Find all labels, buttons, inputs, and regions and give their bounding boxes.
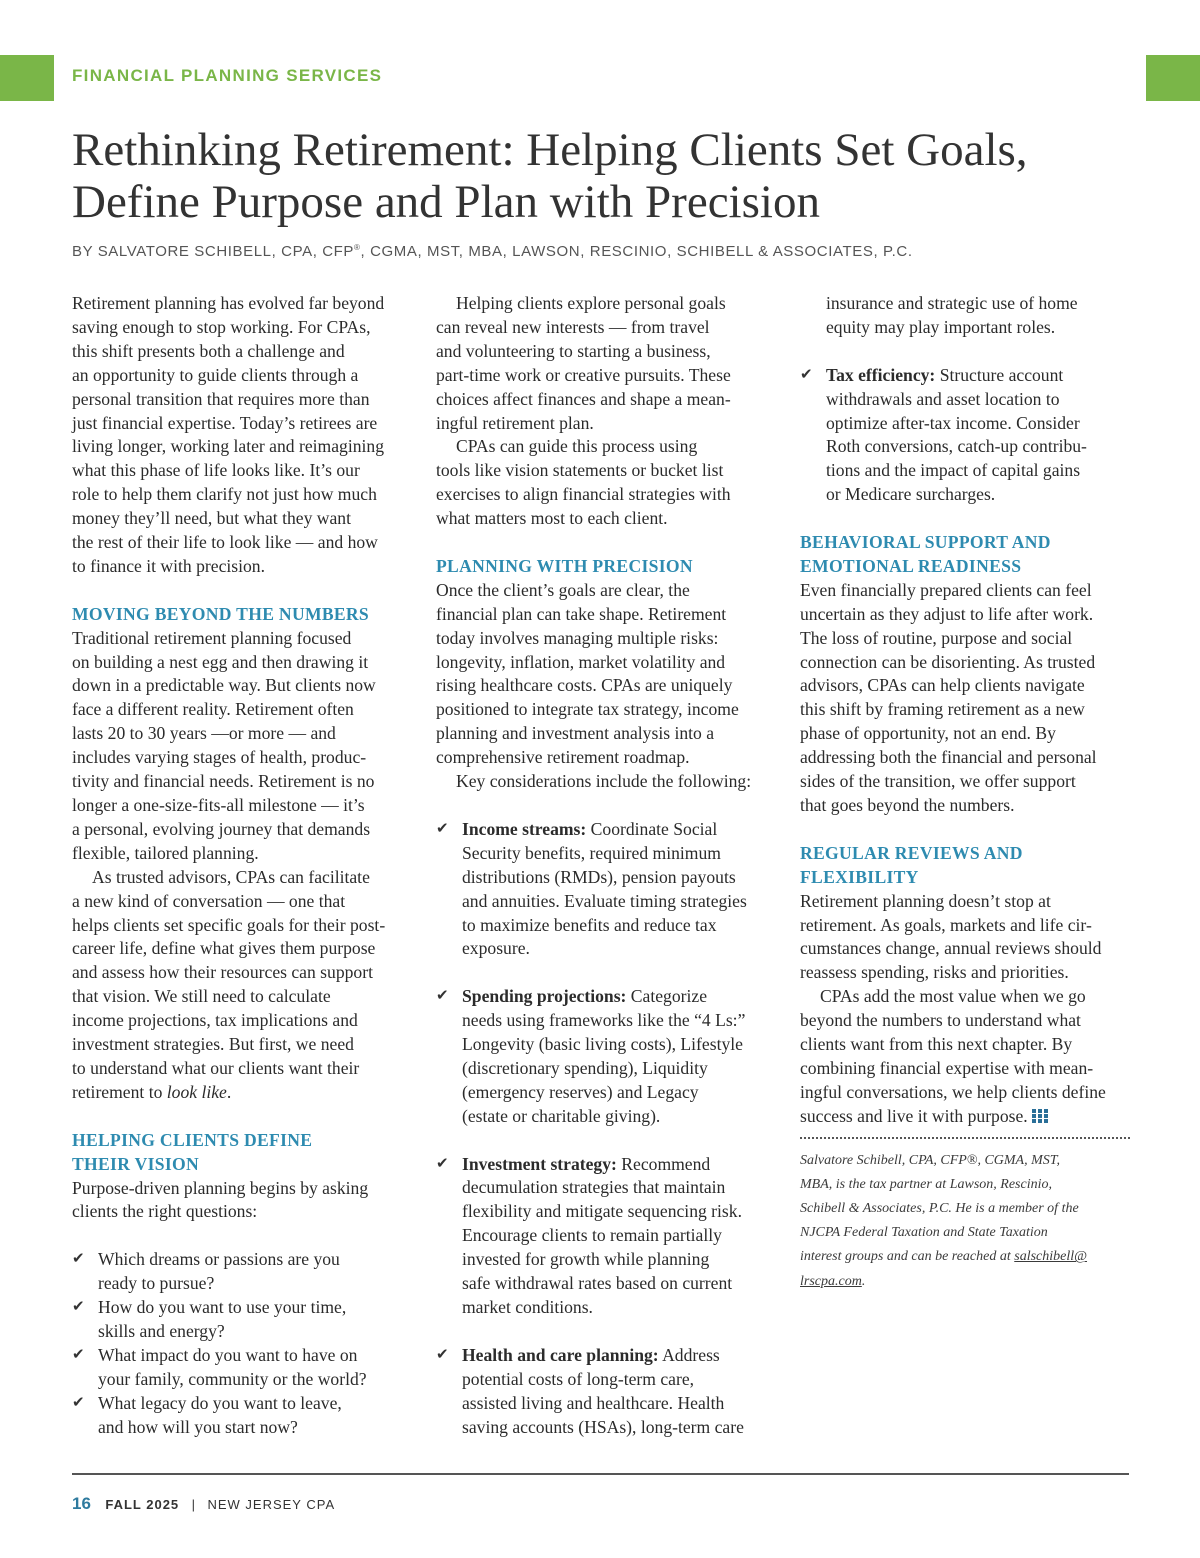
text-line: and how will you start now? [98,1416,298,1437]
text-line: ready to pursue? [98,1273,215,1294]
list-item [72,1296,412,1344]
text-line: to maximize benefits and reduce tax [462,914,717,935]
text-line: (estate or charitable giving). [462,1105,661,1126]
check-icon: ✔ [72,1346,85,1363]
text-line [72,1081,412,1105]
text-line [800,1245,1130,1269]
considerations-list [436,1344,776,1440]
text-line: uncertain as they adjust to life after work. [800,603,1094,624]
list-item [72,1248,412,1296]
text-fragment: Categorize [626,986,708,1007]
text-line: that vision. We still need to calculate [72,986,331,1007]
article-title [72,124,1132,228]
list-item [72,1344,412,1392]
text-line: to understand what our clients want their [72,1057,360,1078]
text-line: connection can be disorienting. As trusted [800,651,1096,672]
text-line: an opportunity to guide clients through a [72,364,359,385]
text-line: living longer, working later and reimagining [72,436,384,457]
text-line: invested for growth while planning [462,1249,710,1270]
text-line: on building a nest egg and then drawing it [72,651,369,672]
check-icon: ✔ [72,1299,85,1316]
heading-define-vision [72,1129,412,1177]
text-line: Traditional retirement planning focused [72,627,352,648]
text-line: tivity and financial needs. Retirement is no [72,771,375,792]
text-line: What legacy do you want to leave, [98,1392,342,1413]
title-line-1: Rethinking Retirement: Helping Clients Set Goals, [72,124,1028,176]
text-line [800,1270,1130,1294]
issue-label: FALL 2025 [105,1497,180,1512]
text-line: needs using frameworks like the “4 Ls:” [462,1010,746,1031]
text-line: Key considerations include the following: [456,771,752,792]
text-line: Retirement planning has evolved far beyond [72,293,385,313]
right-color-tab [1146,55,1200,101]
text-line: includes varying stages of health, produc- [72,747,367,768]
text-line: exposure. [462,938,530,959]
list-item-health-care [436,1344,776,1440]
health-continued [800,292,1130,340]
text-line: What impact do you want to have on [98,1344,358,1365]
text-line: (emergency reserves) and Legacy [462,1081,699,1102]
check-icon: ✔ [72,1394,85,1411]
text-line: positioned to integrate tax strategy, income [436,699,739,720]
text-fragment: Address [658,1344,720,1365]
check-icon: ✔ [436,1346,449,1363]
item-label: Income streams: [462,818,587,839]
text-line: just financial expertise. Today’s retirees are [72,412,378,433]
heading-line: EMOTIONAL READINESS [800,555,1022,576]
text-line: saving accounts (HSAs), long-term care [462,1416,744,1437]
text-line: comprehensive retirement roadmap. [436,747,690,768]
page-number: 16 [72,1494,91,1513]
text-line: investment strategies. But first, we need [72,1034,354,1055]
moving-paragraph [72,627,412,866]
list-item-tax-efficiency [800,364,1130,507]
heading-line: HELPING CLIENTS DEFINE [72,1129,313,1150]
list-item-spending-projections [436,985,776,1128]
text-line: Which dreams or passions are you [98,1249,340,1270]
check-icon: ✔ [72,1251,85,1268]
byline-registered-mark: ® [354,243,361,252]
text-fragment: . [226,1081,232,1102]
considerations-list [800,364,1130,507]
heading-line: REGULAR REVIEWS AND [800,842,1023,863]
text-line: exercises to align financial strategies with [436,484,731,505]
text-line: distributions (RMDs), pension payouts [462,866,736,887]
text-line: ingful retirement plan. [436,412,594,433]
text-line: to finance it with precision. [72,555,265,576]
heading-line: BEHAVIORAL SUPPORT AND [800,532,1051,553]
list-item [72,1392,412,1440]
text-line: Even financially prepared clients can feel [800,579,1092,600]
text-line: skills and energy? [98,1320,225,1341]
list-item-investment-strategy [436,1153,776,1320]
byline-author: BY SALVATORE SCHIBELL, CPA, CFP [72,243,355,260]
text-line: Longevity (basic living costs), Lifestyle [462,1034,743,1055]
text-line: today involves managing multiple risks: [436,627,719,648]
byline [72,243,913,260]
text-line: market conditions. [462,1297,593,1317]
text-line: advisors, CPAs can help clients navigate [800,675,1085,696]
text-line: and assess how their resources can support [72,962,373,983]
text-line: equity may play important roles. [826,316,1056,337]
check-icon: ✔ [436,1155,449,1172]
heading-moving-beyond: MOVING BEYOND THE NUMBERS [72,603,370,624]
text-line: phase of opportunity, not an end. By [800,723,1056,744]
heading-line: FLEXIBILITY [800,866,919,887]
text-line: insurance and strategic use of home [826,293,1078,313]
author-email-link[interactable]: salschibell@ [1014,1249,1088,1265]
heading-behavioral-support [800,531,1130,579]
reviews-paragraph [800,890,1130,986]
text-line: that goes beyond the numbers. [800,795,1015,815]
heading-line: THEIR VISION [72,1153,199,1174]
text-line: sides of the transition, we offer support [800,771,1076,792]
text-line: your family, community or the world? [98,1368,367,1389]
text-line: CPAs add the most value when we go [820,986,1086,1007]
text-line: Salvatore Schibell, CPA, CFP®, CGMA, MST, [800,1152,1061,1168]
text-line: can reveal new interests — from travel [436,316,710,337]
text-line: How do you want to use your time, [98,1297,347,1318]
text-line: decumulation strategies that maintain [462,1177,726,1198]
emphasis-text: look like [166,1081,227,1102]
byline-credentials: , CGMA, MST, MBA, LAWSON, RESCINIO, SCHIBELL & ASSOCIATES, P.C. [360,243,913,260]
text-fragment: interest groups and can be reached at [800,1249,1015,1265]
value-paragraph [800,985,1130,1128]
text-line: safe withdrawal rates based on current [462,1273,733,1294]
text-line: Retirement planning doesn’t stop at [800,890,1051,911]
advisors-paragraph [72,866,412,1105]
text-line: clients the right questions: [72,1201,258,1222]
text-line: beyond the numbers to understand what [800,1010,1081,1031]
text-line: Roth conversions, catch-up contribu- [826,436,1087,457]
title-line-2: Define Purpose and Plan with Precision [72,176,820,228]
check-icon: ✔ [436,820,449,837]
text-line: withdrawals and asset location to [826,388,1060,409]
text-line: a new kind of conversation — one that [72,890,346,911]
text-line: planning and investment analysis into a [436,723,715,744]
text-line [462,1153,776,1177]
text-fragment: success and live it with purpose. [800,1105,1028,1126]
key-considerations [436,770,776,794]
check-icon: ✔ [436,988,449,1005]
vision-paragraph [72,1177,412,1225]
text-fragment: Structure account [935,364,1064,385]
text-line [462,818,776,842]
text-line: longer a one-size-fits-all milestone — it’s [72,795,365,816]
text-line: tools like vision statements or bucket list [436,460,724,481]
text-line: addressing both the financial and personal [800,747,1097,768]
text-line: reassess spending, risks and priorities. [800,962,1069,983]
text-line: role to help them clarify not just how much [72,484,377,505]
item-label: Spending projections: [462,986,627,1007]
text-line: helps clients set specific goals for their post- [72,914,386,935]
left-color-tab [0,55,54,101]
text-line [826,364,1130,388]
text-line: combining financial expertise with mean- [800,1057,1094,1078]
text-line: down in a predictable way. But clients now [72,675,376,696]
item-label: Health and care planning: [462,1344,659,1365]
text-line: optimize after-tax income. Consider [826,412,1080,433]
guide-paragraph [436,435,776,531]
footer-separator: | [191,1497,196,1512]
author-email-link[interactable]: lrscpa.com [800,1273,862,1289]
intro-paragraph [72,292,412,579]
text-line: assisted living and healthcare. Health [462,1392,725,1413]
text-line: As trusted advisors, CPAs can facilitate [92,866,370,887]
text-line: tions and the impact of capital gains [826,460,1081,481]
list-item-income-streams [436,818,776,961]
text-line: this shift by framing retirement as a new [800,699,1085,720]
text-line: face a different reality. Retirement often [72,699,354,720]
text-line: personal transition that requires more than [72,388,370,409]
page-footer [72,1494,335,1514]
text-line: Security benefits, required minimum [462,842,721,863]
text-line: Once the client’s goals are clear, the [436,579,690,600]
column-2 [436,292,776,1439]
text-line: career life, define what gives them purpose [72,938,376,959]
text-fragment: Coordinate Social [586,818,718,839]
text-line: choices affect finances and shape a mean- [436,388,731,409]
section-label: FINANCIAL PLANNING SERVICES [72,66,383,85]
questions-list [72,1248,412,1439]
check-icon: ✔ [800,366,813,383]
author-bio [800,1149,1130,1294]
item-label: Tax efficiency: [826,364,936,385]
text-line: Encourage clients to remain partially [462,1225,722,1246]
text-line: Schibell & Associates, P.C. He is a member of the [800,1201,1079,1217]
text-line: The loss of routine, purpose and social [800,627,1073,648]
heading-planning-precision: PLANNING WITH PRECISION [436,555,693,576]
text-fragment: . [861,1273,866,1289]
text-line: Purpose-driven planning begins by asking [72,1177,369,1198]
column-3 [800,292,1130,1294]
item-label: Investment strategy: [462,1153,617,1174]
considerations-list [436,1153,776,1320]
text-line: clients want from this next chapter. By [800,1034,1073,1055]
text-line [800,1105,1130,1129]
text-line: longevity, inflation, market volatility and [436,651,726,672]
heading-regular-reviews [800,842,1130,890]
text-line: lasts 20 to 30 years —or more — and [72,723,336,744]
text-fragment: Recommend [616,1153,711,1174]
text-line: CPAs can guide this process using [456,436,698,457]
behavioral-paragraph [800,579,1130,818]
text-line: ingful conversations, we help clients define [800,1081,1106,1102]
text-line: flexible, tailored planning. [72,842,259,863]
explore-paragraph [436,292,776,435]
text-line: income projections, tax implications and [72,1010,358,1031]
text-line: potential costs of long-term care, [462,1368,695,1389]
text-line [462,1344,776,1368]
text-line: Helping clients explore personal goals [456,293,726,313]
text-line: retirement. As goals, markets and life cir- [800,914,1092,935]
text-line: MBA, is the tax partner at Lawson, Rescinio, [800,1176,1052,1192]
text-line: the rest of their life to look like — and how [72,532,378,553]
text-line: rising healthcare costs. CPAs are uniquely [436,675,733,696]
text-line: a personal, evolving journey that demands [72,818,371,839]
text-line: what matters most to each client. [436,508,668,529]
text-line: NJCPA Federal Taxation and State Taxation [800,1225,1048,1241]
text-line: and volunteering to starting a business, [436,340,711,361]
text-fragment: retirement to [72,1081,167,1102]
text-line: flexibility and mitigate sequencing risk. [462,1201,742,1222]
text-line: saving enough to stop working. For CPAs, [72,316,371,337]
footer-rule [72,1473,1129,1475]
precision-paragraph [436,579,776,770]
publication-name: NEW JERSEY CPA [207,1497,336,1512]
text-line: and annuities. Evaluate timing strategies [462,890,747,911]
considerations-list [436,985,776,1128]
text-line: cumstances change, annual reviews should [800,938,1102,959]
text-line: (discretionary spending), Liquidity [462,1057,708,1078]
text-line: money they’ll need, but what they want [72,508,351,529]
text-line: what this phase of life looks like. It’s our [72,460,360,481]
text-line [462,985,776,1009]
column-1 [72,292,412,1439]
text-line: part-time work or creative pursuits. These [436,364,731,385]
text-line: financial plan can take shape. Retirement [436,603,727,624]
considerations-list [436,818,776,961]
text-line: or Medicare surcharges. [826,484,996,505]
text-line: this shift presents both a challenge and [72,340,345,361]
end-mark-icon [1032,1109,1048,1123]
dotted-divider [800,1137,1130,1139]
